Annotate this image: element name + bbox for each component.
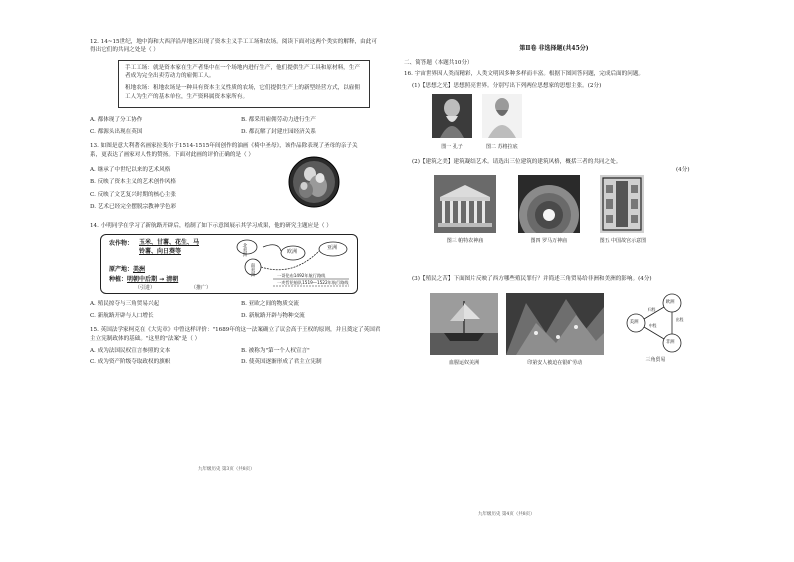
left-column — [90, 38, 382, 373]
option-a[interactable]: A. 成为法国民权宣言参照的文本 — [90, 347, 171, 354]
option-c[interactable]: C. 都源头出现在英国 — [90, 128, 143, 135]
node-america: 美洲 — [629, 319, 639, 325]
architecture-figures — [434, 175, 704, 251]
spread-label: （推广） — [191, 285, 212, 292]
plant-value: 明朝中后期 → 清朝 — [127, 276, 179, 284]
figure-2 — [482, 94, 522, 151]
route-middle: 中程 — [648, 322, 657, 328]
caption-fig6: 血腥运奴美洲 — [448, 360, 479, 367]
q15-stem: 15. 英国法学家柯克在《大宪章》中曾这样评价："1689年的这一法案确立了议会高于王权的原则，并且奠定了英国君主立宪制政体的基础。"这里的"法案"是（ ） — [90, 327, 381, 342]
option-b[interactable]: B. 亚欧之间的物质交流 — [241, 301, 300, 308]
silver-mine-image — [506, 293, 604, 355]
route-magellan: 一麦哲伦船队1519—1522年航行路线 — [277, 280, 349, 286]
figure-3 — [434, 175, 496, 246]
q16-2: (2)【建筑之美】建筑凝结艺术。请选出三位建筑的建筑风格，概括三者的共同之处。 — [412, 159, 622, 166]
option-c[interactable]: C. 新航路开辟与人口增长 — [90, 312, 154, 319]
section-title: 第Ⅱ卷 非选择题(共45分) — [519, 45, 589, 52]
figure-5 — [600, 175, 647, 246]
q16-3: (3)【殖民之苦】下面图片反映了西方哪些殖民罪行？并简述三角贸易给非洲和美洲的影响。(4分) — [412, 275, 652, 282]
q15-options — [90, 347, 382, 367]
figure-4 — [518, 175, 580, 246]
q16-2-score: (4分) — [676, 167, 690, 174]
thinker-figures — [432, 94, 704, 152]
caption-fig8: 三角贸易 — [645, 356, 666, 363]
option-a[interactable]: A. 都体现了分工协作 — [90, 117, 143, 124]
node-europe: 欧洲 — [287, 249, 298, 256]
crops-label: 农作物： — [109, 240, 134, 248]
figure-8 — [624, 293, 688, 363]
caption-fig1: 图一 孔子 — [441, 143, 463, 150]
route-outbound: 出程 — [675, 316, 684, 322]
route-columbus: 一哥伦布1492年航行路线 — [277, 273, 326, 279]
option-a[interactable]: A. 继承了中世纪以来的艺术风格 — [90, 166, 171, 173]
option-b[interactable]: B. 都采用雇佣劳动力进行生产 — [241, 117, 316, 124]
q12-box-text: 租地农场：租地农场是一种具有资本主义性质的农场，它们提供生产上的新型经营方式，以雇佣工人为生产的基本单位，生产资料属资本家所有。 — [125, 85, 360, 100]
page-footer-right: 九年级历史 第4页（共8页） — [478, 512, 535, 517]
figure-6 — [430, 293, 498, 368]
right-column — [404, 38, 704, 369]
q12-material-box — [118, 60, 370, 109]
madonna-painting — [288, 156, 340, 208]
option-d[interactable]: D. 都瓦解了封建庄园经济关系 — [241, 128, 316, 135]
caption-fig3: 图三 帕特农神庙 — [446, 237, 484, 244]
origin-label: 原产地： — [109, 266, 134, 274]
crops-value: 玉米、甘薯、花生、马铃薯、向日葵等 — [139, 239, 200, 255]
caption-fig4: 图四 罗马万神庙 — [530, 237, 568, 244]
page-footer-left: 九年级历史 第3页（共8页） — [198, 467, 255, 472]
part-title: 二、简答题（本题共10分） — [404, 60, 473, 66]
q14-options — [90, 300, 382, 320]
option-b[interactable]: B. 反映了资本主义的艺术创作风格 — [90, 179, 176, 186]
q13-stem: 13. 如图是意大利著名画家拉斐尔于1514-1515年间创作的油画《椅中圣母》，该作品除表现了圣母的亲子关系，更表达了画家对人性的赞扬。下面对此画的评价正确的是（ ） — [90, 143, 358, 158]
parthenon-photo — [434, 175, 496, 233]
q12-stem: 12. 14~15世纪，地中海和大西洋沿岸地区出现了资本主义手工工场和农场。阅读下面对这两个类实的解释，由此可得出它们的共同之处是（ ） — [90, 39, 377, 54]
confucius-portrait — [432, 94, 472, 138]
q16-stem: 16. 宇宙世界因人类而精彩，人类文明因多种多样而丰富。根据下图回答问题，完成后面的问题。 — [404, 71, 645, 78]
option-b[interactable]: B. 被称为"第一个人权宣言" — [241, 347, 310, 354]
figure-7 — [506, 293, 604, 368]
intro-label: （引进） — [135, 285, 156, 292]
q12-options — [90, 116, 382, 136]
route-return: 归程 — [647, 306, 656, 312]
option-d[interactable]: D. 使英国逐渐形成了君主立宪制 — [241, 359, 322, 366]
forbidden-city-plan — [600, 175, 644, 233]
node-africa: 非洲 — [665, 339, 675, 345]
colonial-figures — [430, 293, 704, 369]
q14-stem: 14. 小明同学在学习了新航路开辟后，绘制了如下示意图展示其学习成果，他的研究主题应是（ ） — [90, 222, 332, 229]
plant-exchange-diagram — [100, 234, 358, 294]
option-c[interactable]: C. 成为资产阶级夺取政权的旗帜 — [90, 359, 171, 366]
socrates-statue — [482, 94, 522, 138]
option-c[interactable]: C. 反映了文艺复兴时期的核心主张 — [90, 191, 176, 198]
plant-label: 种植： — [109, 276, 128, 284]
option-a[interactable]: A. 殖民掠夺与三角贸易兴起 — [90, 301, 160, 308]
q16-1: (1)【思想之光】思想照亮世界。分别写出下列两位思想家的思想主张。(2分) — [412, 82, 602, 89]
caption-fig7: 印第安人被迫在银矿劳动 — [527, 360, 583, 367]
slave-ship-image — [430, 293, 498, 355]
caption-fig2: 图二 苏格拉底 — [485, 143, 518, 150]
option-d[interactable]: D. 艺术已经完全摆脱宗教神学色彩 — [90, 204, 177, 211]
node-north-america: 北美洲 — [241, 243, 247, 258]
origin-value: 美洲 — [133, 266, 146, 274]
node-europe: 欧洲 — [665, 299, 675, 305]
figure-1 — [432, 94, 472, 151]
node-south-america: 南美洲 — [249, 263, 255, 278]
node-asia: 亚洲 — [327, 245, 338, 252]
option-d[interactable]: D. 新航路开辟与物种交流 — [241, 312, 305, 319]
q12-box-text: 手工工场：就是资本家在生产者集中在一个场地内进行生产，他们提供生产工具和原材料，生产者成为完全出卖劳动力的雇佣工人。 — [125, 64, 360, 80]
caption-fig5: 图五 中国故宫示意图 — [599, 237, 647, 244]
pantheon-photo — [518, 175, 580, 233]
